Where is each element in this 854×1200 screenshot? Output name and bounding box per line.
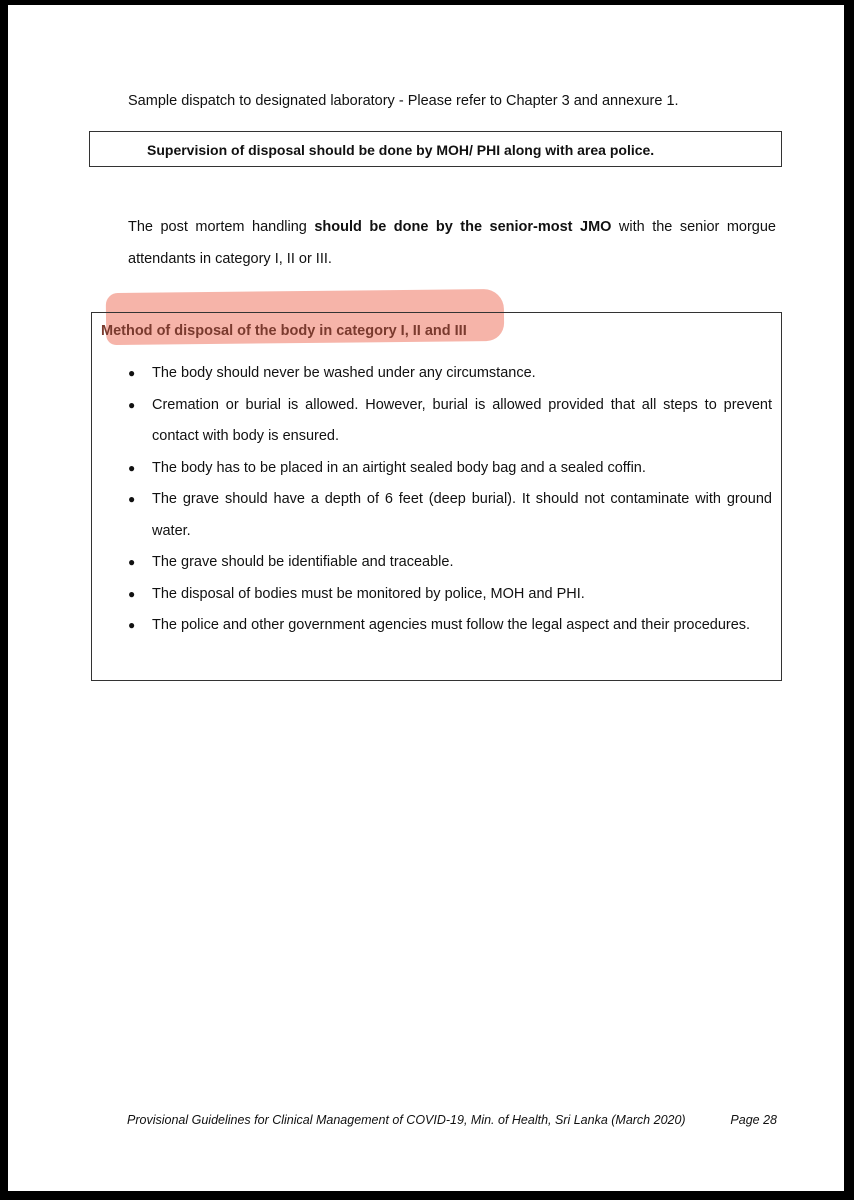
list-item: ● The body should never be washed under any circumstance. (128, 358, 772, 390)
bullet-icon: ● (128, 492, 136, 506)
method-list (128, 358, 772, 642)
list-item: ● The body has to be placed in an airtight sealed body bag and a sealed coffin. (128, 453, 772, 485)
bullet-icon: ● (128, 555, 136, 569)
post-mortem-text-1: The post mortem handling (128, 219, 315, 235)
method-box-title: Method of disposal of the body in category I, II and III (101, 323, 467, 339)
footer-text: Provisional Guidelines for Clinical Management of COVID-19, Min. of Health, Sri Lanka (March 2020) (127, 1113, 686, 1127)
post-mortem-text-2: with the senior morgue attendants in category I, II or III. (128, 219, 776, 267)
post-mortem-bold: should be done by the senior-most JMO (314, 219, 612, 235)
dispatch-line: Sample dispatch to designated laboratory - Please refer to Chapter 3 and annexure 1. (128, 93, 679, 109)
list-item: ● Cremation or burial is allowed. However, burial is allowed provided that all steps to prevent contact with body is ensured. (128, 390, 772, 453)
page-number: Page 28 (730, 1113, 777, 1127)
bullet-icon: ● (128, 397, 136, 412)
document-page (8, 5, 844, 1191)
list-item: ● The grave should be identifiable and traceable. (128, 547, 772, 579)
list-item: ● The disposal of bodies must be monitored by police, MOH and PHI. (128, 579, 772, 611)
bullet-icon: ● (128, 366, 136, 380)
list-item: ● The grave should have a depth of 6 feet (deep burial). It should not contaminate with ground water. (128, 484, 772, 547)
bullet-icon: ● (128, 618, 136, 632)
post-mortem-paragraph (128, 211, 776, 275)
page-footer (127, 1113, 777, 1127)
list-item: ● The police and other government agencies must follow the legal aspect and their procedures. (128, 610, 772, 642)
bullet-icon: ● (128, 586, 136, 601)
supervision-box: Supervision of disposal should be done by MOH/ PHI along with area police. (89, 131, 782, 167)
bullet-icon: ● (128, 460, 136, 475)
